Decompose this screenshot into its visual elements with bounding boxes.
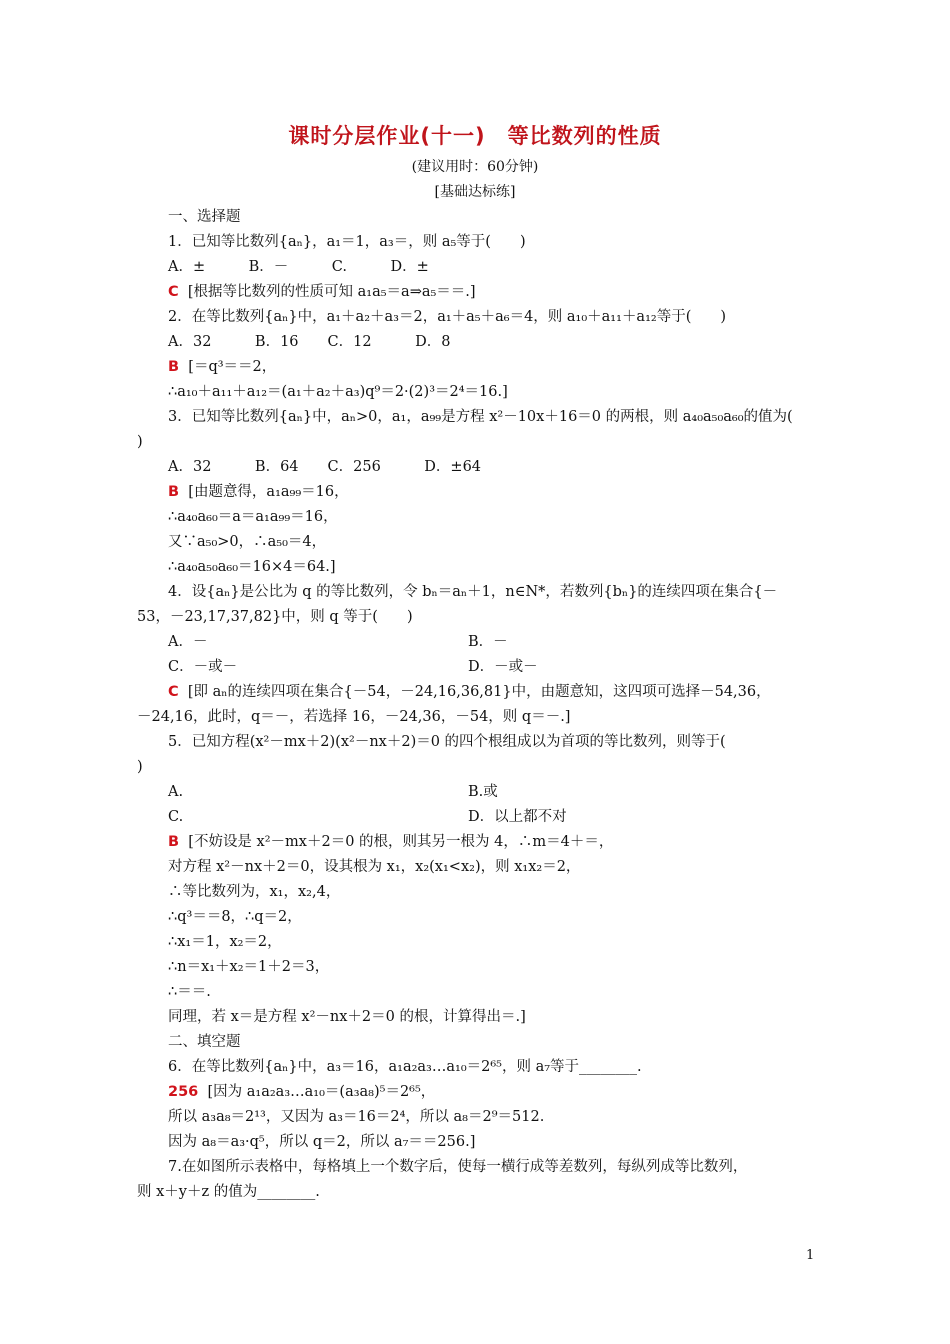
answer-line xyxy=(168,282,476,302)
text-line xyxy=(168,1007,526,1027)
text-line xyxy=(168,632,207,652)
text-line xyxy=(468,782,498,802)
line-text: ∴a₄₀a₆₀＝a＝a₁a₉₉＝16， xyxy=(168,509,338,525)
text-line xyxy=(468,657,538,677)
text-line xyxy=(168,807,183,827)
answer-key: 256 xyxy=(168,1084,199,1100)
answer-key: B xyxy=(168,834,180,850)
text-line xyxy=(137,707,570,727)
line-text: D．以上都不对 xyxy=(468,809,567,825)
line-text: 1．已知等比数列{aₙ}，a₁＝1，a₃＝，则 a₅等于( ) xyxy=(168,234,526,250)
text-line xyxy=(168,557,336,577)
text-line xyxy=(168,957,329,977)
line-text: A. xyxy=(168,784,184,800)
line-text: 二、填空题 xyxy=(168,1034,241,1050)
line-text: C．－或－ xyxy=(168,659,238,675)
text-line xyxy=(137,757,143,777)
line-text: [即 aₙ的连续四项在集合{－54，－24,16,36,81}中，由题意知，这四项可选择－54,36， xyxy=(178,684,771,700)
line-text: ∴x₁＝1，x₂＝2， xyxy=(168,934,282,950)
line-text: B．－ xyxy=(468,634,508,650)
line-text: 6．在等比数列{aₙ}中，a₃＝16，a₁a₂a₃…a₁₀＝2⁶⁵，则 a₇等于________. xyxy=(168,1059,642,1075)
answer-key: B xyxy=(168,484,180,500)
text-line xyxy=(168,882,340,902)
line-text: ∴a₁₀＋a₁₁＋a₁₂＝(a₁＋a₂＋a₃)q⁹＝2·(2)³＝2⁴＝16.] xyxy=(168,384,508,400)
text-line xyxy=(168,982,211,1002)
text-line xyxy=(168,1157,747,1177)
text-line xyxy=(168,657,237,677)
line-text: [根据等比数列的性质可知 a₁a₅＝a⇒a₅＝＝.] xyxy=(178,284,476,300)
text-line xyxy=(168,207,241,227)
line-text: B.或 xyxy=(468,784,498,800)
text-line xyxy=(168,407,793,427)
text-line xyxy=(168,732,726,752)
text-line xyxy=(168,1057,642,1077)
text-line xyxy=(168,857,580,877)
line-text: ) xyxy=(137,759,143,775)
line-text: 因为 a₈＝a₃·q⁵，所以 q＝2，所以 a₇＝＝256.] xyxy=(168,1134,476,1150)
text-line xyxy=(168,1107,544,1127)
text-line xyxy=(168,907,302,927)
answer-key: B xyxy=(168,359,180,375)
line-text: [因为 a₁a₂a₃…a₁₀＝(a₃a₈)⁵＝2⁶⁵， xyxy=(198,1084,436,1100)
line-text: ∴等比数列为，x₁，x₂,4， xyxy=(168,884,341,900)
text-line xyxy=(168,782,183,802)
answer-line xyxy=(168,357,276,377)
line-text: －24,16，此时，q＝－，若选择 16，－24,36，－54，则 q＝－.] xyxy=(137,709,571,725)
time-hint: (建议用时：60分钟) xyxy=(411,159,539,175)
page-title: 课时分层作业(十一) 等比数列的性质 xyxy=(288,124,662,148)
answer-key: C xyxy=(168,284,179,300)
text-line xyxy=(137,607,413,627)
answer-line xyxy=(168,1082,435,1102)
line-text: D．－或－ xyxy=(468,659,538,675)
text-line xyxy=(137,432,143,452)
text-line xyxy=(168,307,726,327)
line-text: [由题意得，a₁a₉₉＝16， xyxy=(179,484,349,500)
line-text: 同理，若 x＝是方程 x²－nx＋2＝0 的根，计算得出＝.] xyxy=(168,1009,526,1025)
answer-line xyxy=(168,682,771,702)
text-line xyxy=(468,807,567,827)
line-text: 5．已知方程(x²－mx＋2)(x²－nx＋2)＝0 的四个根组成以为首项的等比数列，则等于( xyxy=(168,734,726,750)
line-text: 对方程 x²－nx＋2＝0，设其根为 x₁，x₂(x₁<x₂)，则 x₁x₂＝2， xyxy=(168,859,581,875)
line-text: ∴a₄₀a₅₀a₆₀＝16×4＝64.] xyxy=(168,559,336,575)
text-line xyxy=(168,332,450,352)
line-text: ∴＝＝. xyxy=(168,984,211,1000)
line-text: 2．在等比数列{aₙ}中，a₁＋a₂＋a₃＝2，a₁＋a₅＋a₆＝4，则 a₁₀＋a₁₁＋a₁₂等于( ) xyxy=(168,309,727,325)
line-text: A．－ xyxy=(168,634,208,650)
text-line xyxy=(468,632,508,652)
line-text: A．32 B．64 C．256 D．±64 xyxy=(168,459,482,475)
answer-key: C xyxy=(168,684,179,700)
line-text: 3．已知等比数列{aₙ}中，aₙ>0，a₁，a₉₉是方程 x²－10x＋16＝0 的两根，则 a₄₀a₅₀a₆₀的值为( xyxy=(168,409,793,425)
line-text: 所以 a₃a₈＝2¹³，又因为 a₃＝16＝2⁴，所以 a₈＝2⁹＝512. xyxy=(168,1109,545,1125)
line-text: 又∵a₅₀>0，∴a₅₀＝4， xyxy=(168,534,327,550)
text-line xyxy=(168,232,526,252)
line-text: 4．设{aₙ}是公比为 q 的等比数列，令 bₙ＝aₙ＋1，n∈N*，若数列{bₙ}的连续四项在集合{－ xyxy=(168,584,778,600)
text-line xyxy=(168,932,282,952)
text-line xyxy=(168,507,338,527)
text-line xyxy=(168,382,508,402)
line-text: ∴q³＝＝8，∴q＝2， xyxy=(168,909,302,925)
section-tag: [基础达标练] xyxy=(434,184,516,200)
text-line xyxy=(168,457,481,477)
text-line xyxy=(137,1182,320,1202)
line-text: 一、选择题 xyxy=(168,209,241,225)
answer-line xyxy=(168,832,613,852)
line-text: 53，－23,17,37,82}中，则 q 等于( ) xyxy=(137,609,413,625)
line-text: C. xyxy=(168,809,184,825)
line-text: A．± B．－ C. D．± xyxy=(168,259,429,275)
line-text: [＝q³＝＝2， xyxy=(179,359,277,375)
text-line xyxy=(168,582,777,602)
text-line xyxy=(168,1032,241,1052)
line-text: ∴n＝x₁＋x₂＝1＋2＝3， xyxy=(168,959,330,975)
text-line xyxy=(168,532,326,552)
text-line xyxy=(168,1132,475,1152)
answer-line xyxy=(168,482,349,502)
line-text: [不妨设是 x²－mx＋2＝0 的根，则其另一根为 4，∴m＝4＋＝， xyxy=(179,834,614,850)
line-text: ) xyxy=(137,434,143,450)
line-text: A．32 B．16 C．12 D．8 xyxy=(168,334,451,350)
line-text: 7.在如图所示表格中，每格填上一个数字后，使每一横行成等差数列，每纵列成等比数列， xyxy=(168,1159,748,1175)
text-line xyxy=(168,257,429,277)
page-number: 1 xyxy=(806,1248,815,1263)
line-text: 则 x＋y＋z 的值为________. xyxy=(137,1184,320,1200)
